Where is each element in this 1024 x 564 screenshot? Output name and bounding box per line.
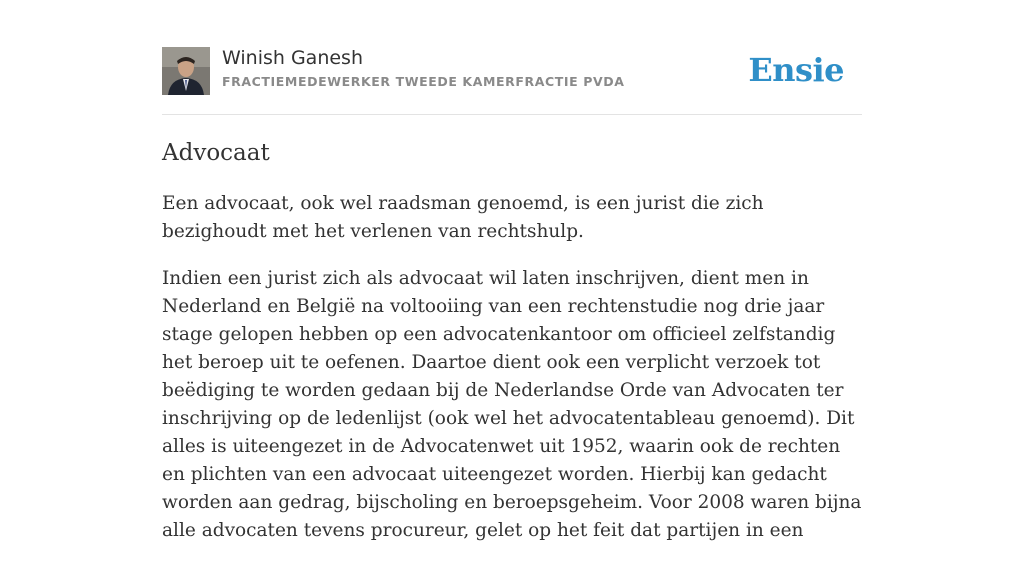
author-role: FRACTIEMEDEWERKER TWEEDE KAMERFRACTIE PVDA [222, 74, 625, 89]
ensie-logo[interactable]: Ensie [748, 51, 844, 89]
person-icon [162, 47, 210, 95]
author-name[interactable]: Winish Ganesh [222, 47, 363, 69]
article-page [162, 0, 862, 541]
article-paragraph-2: Indien een jurist zich als advocaat wil laten inschrijven, dient men in Nederland en België na voltooiing van een rechtenstudie nog drie jaar stage gelopen hebben op een advocatenkantoor om officieel zelfstandig het beroep uit te oefenen. Daartoe dient ook een verplicht verzoek tot beëdiging te worden gedaan bij de Nederlandse Orde van Advocaten ter inschrijving op de ledenlijst (ook wel het advocatentableau genoemd). Dit alles is uiteengezet in de Advocatenwet uit 1952, waarin ook de rechten en plichten van een advocaat uiteengezet worden. Hierbij kan gedacht worden aan gedrag, bijscholing en beroepsgeheim. Voor 2008 waren bijna alle advocaten tevens procureur, gelet op het feit dat partijen in een [162, 268, 862, 541]
author-header [162, 46, 862, 115]
author-avatar[interactable] [162, 47, 210, 95]
article-paragraph-1: Een advocaat, ook wel raadsman genoemd, is een jurist die zich bezighoudt met het verlenen van rechtshulp. [162, 193, 764, 242]
article-body [162, 190, 862, 564]
article-title: Advocaat [162, 140, 270, 166]
